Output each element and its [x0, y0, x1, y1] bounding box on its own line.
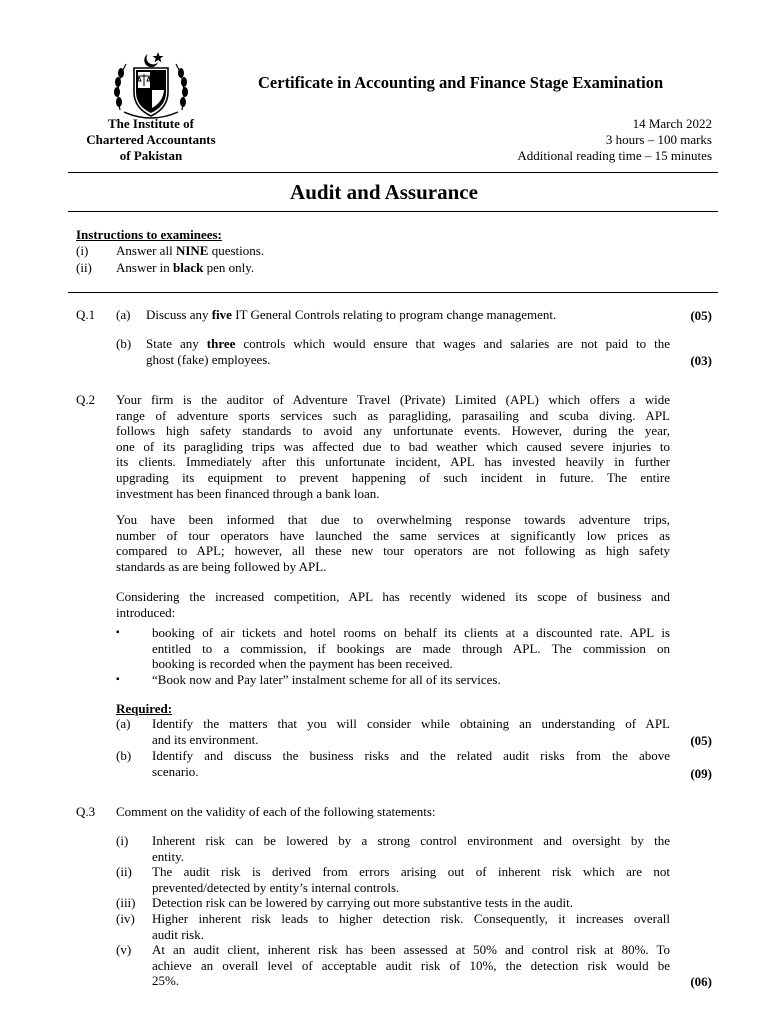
instruction-num-1: (i) [76, 243, 89, 258]
bullet-icon: ▪ [116, 627, 120, 638]
q2-p1-line: Your firm is the auditor of Adventure Travel (Private) Limited (APL) which offers a wide [116, 392, 670, 407]
instruction-1 [116, 243, 264, 259]
q1b-post: controls which would ensure that wages and salaries are not paid to the [235, 336, 671, 351]
q2-para-1 [116, 392, 670, 501]
q3-i5-line: 25%. [152, 973, 180, 989]
institute-name [66, 116, 236, 164]
q3-item-label: (i) [116, 833, 129, 848]
q2-p1-line: investment has been financed through a bank loan. [116, 485, 380, 501]
q2-p3-line: Considering the increased competition, APL has recently widened its scope of business and [116, 589, 670, 604]
q2-p1-line: its clients. Immediately after this unfortunate incident, APL has invested heavily in further [116, 454, 670, 470]
q3-marks: (06) [690, 974, 712, 989]
q2b-text [152, 748, 670, 779]
q3-item-4 [152, 911, 670, 942]
q2-p1-line: range of adventure sports services such as paragliding, parasailing and scuba diving. APL [116, 407, 670, 423]
icap-logo-icon [112, 50, 190, 120]
instructions-heading: Instructions to examinees: [76, 227, 222, 242]
q2-bullet-1 [152, 625, 670, 672]
q3-i2-line: The audit risk is derived from errors arising out of inherent risk which are not [152, 864, 670, 879]
q3-item-1 [152, 833, 670, 864]
q1b-text [146, 336, 670, 367]
q3-i4-line: Higher inherent risk leads to higher detection risk. Consequently, it increases overall [152, 911, 670, 926]
q2-p2-line: standards as are being followed by APL. [116, 558, 327, 574]
institute-line-3: of Pakistan [119, 148, 183, 163]
q2a-label: (a) [116, 716, 131, 731]
q2a-text [152, 716, 670, 747]
q2-p3-line: introduced: [116, 604, 176, 620]
instruction-1-pre: Answer all [116, 243, 176, 258]
q2-b1-line: booking of air tickets and hotel rooms on behalf its clients at a discounted rate. APL is [152, 625, 670, 640]
q2a-line: and its environment. [152, 731, 259, 747]
q2-p1-line: upgrading its equipment to prevent happening of such incident in future. The entire [116, 469, 670, 485]
q3-item-5 [152, 942, 670, 989]
q3-item-label: (iii) [116, 895, 136, 910]
q3-item-3: Detection risk can be lowered by carrying out more substantive tests in the audit. [152, 895, 573, 910]
instructions-rule [68, 292, 718, 293]
q1a-marks: (05) [690, 308, 712, 323]
q1a-text [146, 307, 670, 323]
q3-i5-line: At an audit client, inherent risk has been assessed at 50% and control risk at 80%. To [152, 942, 670, 957]
exam-meta [517, 116, 712, 164]
q2-p1-line: follows high safety standards to avoid any unfortunate events. However, during the year, [116, 423, 670, 439]
q3-i5-line: achieve an overall level of acceptable audit risk of 10%, the detection risk would be [152, 957, 670, 973]
q3-item-label: (ii) [116, 864, 132, 879]
instruction-2 [116, 260, 254, 276]
q2a-line: Identify the matters that you will consider while obtaining an understanding of APL [152, 716, 670, 731]
q3-item-label: (v) [116, 942, 132, 957]
q1b-bold: three [206, 336, 236, 351]
header-rule-bottom [68, 211, 718, 212]
exam-title: Certificate in Accounting and Finance Stage Examination [258, 73, 664, 92]
q1b-pre: State any [146, 336, 207, 351]
q1a-label: (a) [116, 307, 131, 322]
instruction-num-2: (ii) [76, 260, 92, 275]
q2-b1-line: entitled to a commission, if bookings are made through APL. The commission on [152, 640, 670, 656]
q2-p1-line: one of its paragliding trips was affected due to bad weather which caused severe injuries to [116, 438, 670, 454]
q2-bullet-2: “Book now and Pay later” instalment scheme for all of its services. [152, 672, 501, 687]
q3-number: Q.3 [76, 804, 96, 819]
q2a-marks: (05) [690, 733, 712, 748]
q2b-marks: (09) [690, 766, 712, 781]
subject-title: Audit and Assurance [290, 180, 478, 204]
q2b-line: Identify and discuss the business risks and the related audit risks from the above [152, 748, 670, 763]
q2-para-2 [116, 512, 670, 574]
institute-line-1: The Institute of [108, 116, 194, 131]
instruction-2-post: pen only. [203, 260, 255, 275]
q3-i2-line: prevented/detected by entity’s internal controls. [152, 879, 400, 895]
q3-item-2 [152, 864, 670, 895]
q1a-post: IT General Controls relating to program change management. [231, 307, 557, 322]
q2b-label: (b) [116, 748, 132, 763]
q3-i1-line: Inherent risk can be lowered by a strong control environment and oversight by the [152, 833, 670, 848]
instruction-1-post: questions. [208, 243, 265, 258]
instruction-2-bold: black [173, 260, 204, 275]
q1a-bold: five [211, 307, 232, 322]
q2-number: Q.2 [76, 392, 96, 407]
q2-p2-line: You have been informed that due to overwhelming response towards adventure trips, [116, 512, 670, 527]
bullet-icon: ▪ [116, 674, 120, 685]
q3-intro: Comment on the validity of each of the following statements: [116, 804, 436, 819]
q3-i1-line: entity. [152, 848, 185, 864]
q2-p2-line: compared to APL; however, all these new tour operators are not following as high safety [116, 543, 670, 559]
header-rule-top [68, 172, 718, 173]
institute-line-2: Chartered Accountants [86, 132, 216, 147]
q1-number: Q.1 [76, 307, 96, 322]
q2-required-heading: Required: [116, 701, 173, 716]
exam-duration: 3 hours – 100 marks [605, 132, 712, 147]
exam-reading-time: Additional reading time – 15 minutes [517, 148, 712, 163]
q1b-label: (b) [116, 336, 132, 351]
q1a-pre: Discuss any [146, 307, 212, 322]
q2-p2-line: number of tour operators have launched the same services at significantly low prices as [116, 527, 670, 543]
q1b-line-2: ghost (fake) employees. [146, 351, 271, 367]
instruction-2-pre: Answer in [116, 260, 174, 275]
q3-i4-line: audit risk. [152, 926, 204, 942]
q2-para-3 [116, 589, 670, 620]
q2b-line: scenario. [152, 763, 199, 779]
q2-b1-line: booking is recorded when the payment has been received. [152, 656, 453, 672]
instruction-1-bold: NINE [175, 243, 209, 258]
q1b-marks: (03) [690, 353, 712, 368]
exam-date: 14 March 2022 [632, 116, 712, 131]
q3-item-label: (iv) [116, 911, 135, 926]
